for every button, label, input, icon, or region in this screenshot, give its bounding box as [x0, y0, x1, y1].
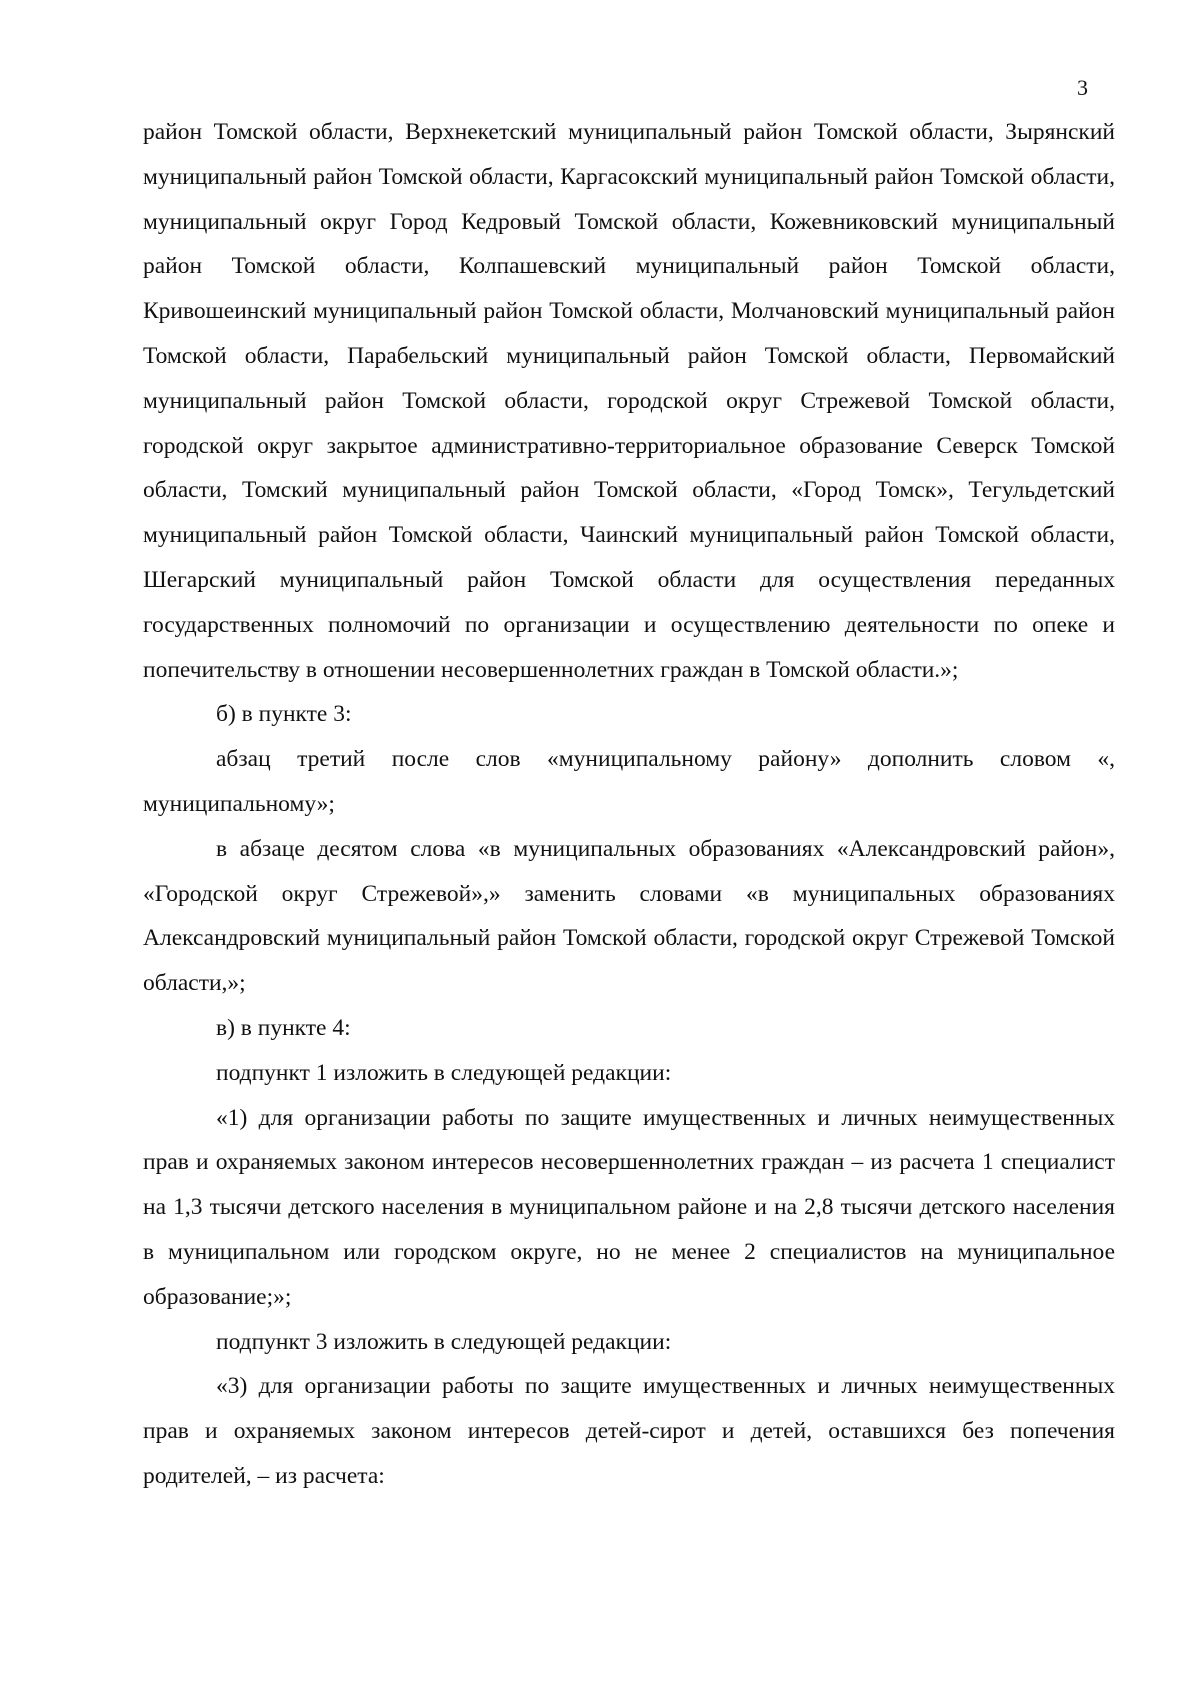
paragraph-item-b-tenth: в абзаце десятом слова «в муниципальных образованиях «Александровский район», «Городской округ Стрежевой»,» заменить словами «в муниципальных образованиях Александровский муниципальный район Томской области, городской округ Стрежевой Томской области,»; [143, 835, 1115, 997]
paragraph-item-b-third: абзац третий после слов «муниципальному району» дополнить словом «, муниципальному»; [143, 746, 1115, 817]
paragraph-subpoint-3-text: «3) для организации работы по защите имущественных и личных неимущественных прав и охраняемых законом интересов детей-сирот и детей, оставшихся без попечения родителей, – из расчета: [143, 1373, 1115, 1489]
page-number: 3 [1077, 75, 1088, 100]
paragraph-subpoint-1-intro: подпункт 1 изложить в следующей редакции: [216, 1059, 672, 1086]
paragraph-municipalities-list: район Томской области, Верхнекетский муниципальный район Томской области, Зырянский муниципальный район Томской области, Каргасокский муниципальный район Томской области, муниципальный округ Город Кедровый Томской области, Кожевниковский муниципальный район Томской области, Колпашевский муниципальный район Томской области, Кривошеинский муниципальный район Томской области, Молчановский муниципальный район Томской области, Парабельский муниципальный район Томской области, Первомайский муниципальный район Томской области, городской округ Стрежевой Томской области, городской округ закрытое административно-территориальное образование Северск Томской области, Томский муниципальный район Томской области, «Город Томск», Тегульдетский муниципальный район Томской области, Чаинский муниципальный район Томской области, Шегарский муниципальный район Томской области для осуществления переданных государственных полномочий по организации и осуществлению деятельности по опеке и попечительству в отношении несовершеннолетних граждан в Томской области.»; [143, 119, 1115, 683]
paragraph-subpoint-1-text: «1) для организации работы по защите имущественных и личных неимущественных прав и охраняемых законом интересов несовершеннолетних граждан – из расчета 1 специалист на 1,3 тысячи детского населения в муниципальном районе и на 2,8 тысячи детского населения в муниципальном или городском округе, но не менее 2 специалистов на муниципальное образование;»; [143, 1104, 1115, 1310]
paragraph-subpoint-3-intro: подпункт 3 изложить в следующей редакции: [216, 1328, 672, 1355]
document-body [143, 110, 1115, 1499]
paragraph-item-b-heading: б) в пункте 3: [216, 701, 352, 728]
paragraph-item-v-heading: в) в пункте 4: [216, 1014, 351, 1041]
